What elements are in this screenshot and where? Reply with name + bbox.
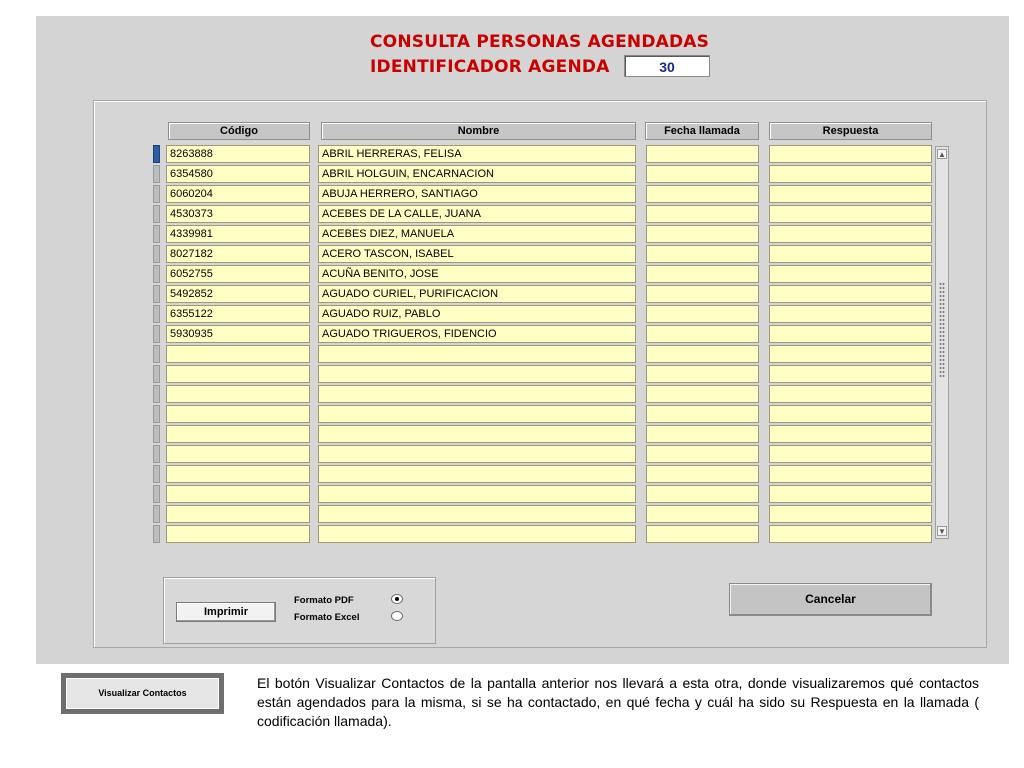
- cell-fecha-llamada[interactable]: [646, 165, 759, 183]
- cell-respuesta[interactable]: [769, 185, 932, 203]
- cell-nombre[interactable]: ACEBES DE LA CALLE, JUANA: [318, 205, 636, 223]
- row-selector[interactable]: [153, 365, 160, 383]
- cell-codigo[interactable]: [166, 445, 310, 463]
- cell-nombre[interactable]: AGUADO TRIGUEROS, FIDENCIO: [318, 325, 636, 343]
- cell-nombre[interactable]: [318, 485, 636, 503]
- cell-fecha-llamada[interactable]: [646, 525, 759, 543]
- visualizar-contactos-button[interactable]: Visualizar Contactos: [66, 678, 219, 709]
- cell-respuesta[interactable]: [769, 305, 932, 323]
- cell-codigo[interactable]: [166, 345, 310, 363]
- cell-codigo[interactable]: 8263888: [166, 145, 310, 163]
- cell-codigo[interactable]: [166, 485, 310, 503]
- pdf-format-radio[interactable]: [391, 594, 403, 604]
- cell-respuesta[interactable]: [769, 265, 932, 283]
- cell-fecha-llamada[interactable]: [646, 445, 759, 463]
- scroll-up-arrow-icon[interactable]: ▲: [938, 150, 946, 159]
- cell-respuesta[interactable]: [769, 465, 932, 483]
- excel-format-label: Formato Excel: [294, 612, 360, 623]
- cell-codigo[interactable]: 6060204: [166, 185, 310, 203]
- cell-fecha-llamada[interactable]: [646, 485, 759, 503]
- column-header-respuesta: Respuesta: [769, 122, 932, 140]
- column-header-nombre: Nombre: [321, 122, 636, 140]
- table-scrollbar[interactable]: [935, 146, 949, 539]
- row-selector[interactable]: [153, 245, 160, 263]
- cell-fecha-llamada[interactable]: [646, 405, 759, 423]
- cell-nombre[interactable]: AGUADO CURIEL, PURIFICACION: [318, 285, 636, 303]
- row-selector[interactable]: [153, 485, 160, 503]
- cell-nombre[interactable]: ABRIL HOLGUIN, ENCARNACION: [318, 165, 636, 183]
- cell-fecha-llamada[interactable]: [646, 245, 759, 263]
- cell-respuesta[interactable]: [769, 345, 932, 363]
- cell-nombre[interactable]: [318, 445, 636, 463]
- cell-respuesta[interactable]: [769, 385, 932, 403]
- cell-codigo[interactable]: [166, 385, 310, 403]
- cell-fecha-llamada[interactable]: [646, 365, 759, 383]
- column-header-codigo: Código: [168, 122, 310, 140]
- cell-respuesta[interactable]: [769, 405, 932, 423]
- cell-nombre[interactable]: ACEBES DIEZ, MANUELA: [318, 225, 636, 243]
- row-selector[interactable]: [153, 525, 160, 543]
- row-selector[interactable]: [153, 345, 160, 363]
- cell-nombre[interactable]: ABRIL HERRERAS, FELISA: [318, 145, 636, 163]
- excel-format-radio[interactable]: [391, 611, 403, 621]
- row-selector[interactable]: [153, 505, 160, 523]
- cell-codigo[interactable]: 6354580: [166, 165, 310, 183]
- row-selector[interactable]: [153, 145, 160, 163]
- cell-codigo[interactable]: 5492852: [166, 285, 310, 303]
- cell-nombre[interactable]: ABUJA HERRERO, SANTIAGO: [318, 185, 636, 203]
- cell-nombre[interactable]: [318, 525, 636, 543]
- row-selector[interactable]: [153, 425, 160, 443]
- cancel-button[interactable]: Cancelar: [729, 583, 932, 616]
- cell-respuesta[interactable]: [769, 165, 932, 183]
- row-selector[interactable]: [153, 285, 160, 303]
- cell-fecha-llamada[interactable]: [646, 465, 759, 483]
- cell-codigo[interactable]: 4530373: [166, 205, 310, 223]
- visualizar-contactos-screenshot: [61, 673, 224, 714]
- cell-nombre[interactable]: [318, 505, 636, 523]
- cell-codigo[interactable]: [166, 365, 310, 383]
- pdf-format-label: Formato PDF: [294, 595, 354, 606]
- cell-nombre[interactable]: AGUADO RUIZ, PABLO: [318, 305, 636, 323]
- cell-respuesta[interactable]: [769, 225, 932, 243]
- agenda-id-field[interactable]: 30: [624, 55, 710, 77]
- row-selector[interactable]: [153, 385, 160, 403]
- cell-fecha-llamada[interactable]: [646, 285, 759, 303]
- cell-nombre[interactable]: ACERO TASCON, ISABEL: [318, 245, 636, 263]
- cell-nombre[interactable]: [318, 425, 636, 443]
- cell-codigo[interactable]: [166, 505, 310, 523]
- cell-codigo[interactable]: [166, 405, 310, 423]
- cell-fecha-llamada[interactable]: [646, 145, 759, 163]
- cell-nombre[interactable]: [318, 465, 636, 483]
- scroll-down-arrow-icon[interactable]: ▼: [938, 527, 946, 536]
- cell-nombre[interactable]: [318, 385, 636, 403]
- column-header-fecha-llamada: Fecha llamada: [645, 122, 759, 140]
- row-selector[interactable]: [153, 205, 160, 223]
- cell-codigo[interactable]: 8027182: [166, 245, 310, 263]
- cell-nombre[interactable]: [318, 365, 636, 383]
- row-selector[interactable]: [153, 185, 160, 203]
- cell-respuesta[interactable]: [769, 445, 932, 463]
- cell-fecha-llamada[interactable]: [646, 505, 759, 523]
- cell-codigo[interactable]: [166, 425, 310, 443]
- row-selector[interactable]: [153, 445, 160, 463]
- cell-fecha-llamada[interactable]: [646, 225, 759, 243]
- cell-nombre[interactable]: [318, 345, 636, 363]
- row-selector[interactable]: [153, 305, 160, 323]
- row-selector[interactable]: [153, 225, 160, 243]
- row-selector[interactable]: [153, 325, 160, 343]
- cell-respuesta[interactable]: [769, 525, 932, 543]
- print-button[interactable]: Imprimir: [176, 602, 276, 622]
- cell-codigo[interactable]: 5930935: [166, 325, 310, 343]
- cell-fecha-llamada[interactable]: [646, 205, 759, 223]
- cell-nombre[interactable]: ACUÑA BENITO, JOSE: [318, 265, 636, 283]
- agenda-id-label: IDENTIFICADOR AGENDA: [370, 57, 610, 77]
- scroll-grip[interactable]: [939, 282, 945, 377]
- cell-fecha-llamada[interactable]: [646, 385, 759, 403]
- cell-fecha-llamada[interactable]: [646, 265, 759, 283]
- row-selector[interactable]: [153, 265, 160, 283]
- row-selector[interactable]: [153, 165, 160, 183]
- cell-codigo[interactable]: 6355122: [166, 305, 310, 323]
- cell-codigo[interactable]: [166, 525, 310, 543]
- cell-respuesta[interactable]: [769, 365, 932, 383]
- cell-respuesta[interactable]: [769, 325, 932, 343]
- cell-fecha-llamada[interactable]: [646, 185, 759, 203]
- cell-respuesta[interactable]: [769, 485, 932, 503]
- description-text: El botón Visualizar Contactos de la pantalla anterior nos llevará a esta otra, donde visualizaremos qué contactos están agendados para la misma, si se ha contactado, en qué fecha y cuál ha sido su Respuesta en la llamada ( codificación llamada).: [257, 675, 979, 729]
- row-selector[interactable]: [153, 405, 160, 423]
- cell-codigo[interactable]: 6052755: [166, 265, 310, 283]
- cell-respuesta[interactable]: [769, 505, 932, 523]
- cell-fecha-llamada[interactable]: [646, 305, 759, 323]
- row-selector[interactable]: [153, 465, 160, 483]
- cell-respuesta[interactable]: [769, 145, 932, 163]
- page-title: CONSULTA PERSONAS AGENDADAS: [370, 32, 710, 52]
- cell-codigo[interactable]: [166, 465, 310, 483]
- cell-respuesta[interactable]: [769, 425, 932, 443]
- cell-fecha-llamada[interactable]: [646, 425, 759, 443]
- cell-codigo[interactable]: 4339981: [166, 225, 310, 243]
- cell-fecha-llamada[interactable]: [646, 345, 759, 363]
- cell-fecha-llamada[interactable]: [646, 325, 759, 343]
- cell-respuesta[interactable]: [769, 285, 932, 303]
- cell-nombre[interactable]: [318, 405, 636, 423]
- cell-respuesta[interactable]: [769, 245, 932, 263]
- cell-respuesta[interactable]: [769, 205, 932, 223]
